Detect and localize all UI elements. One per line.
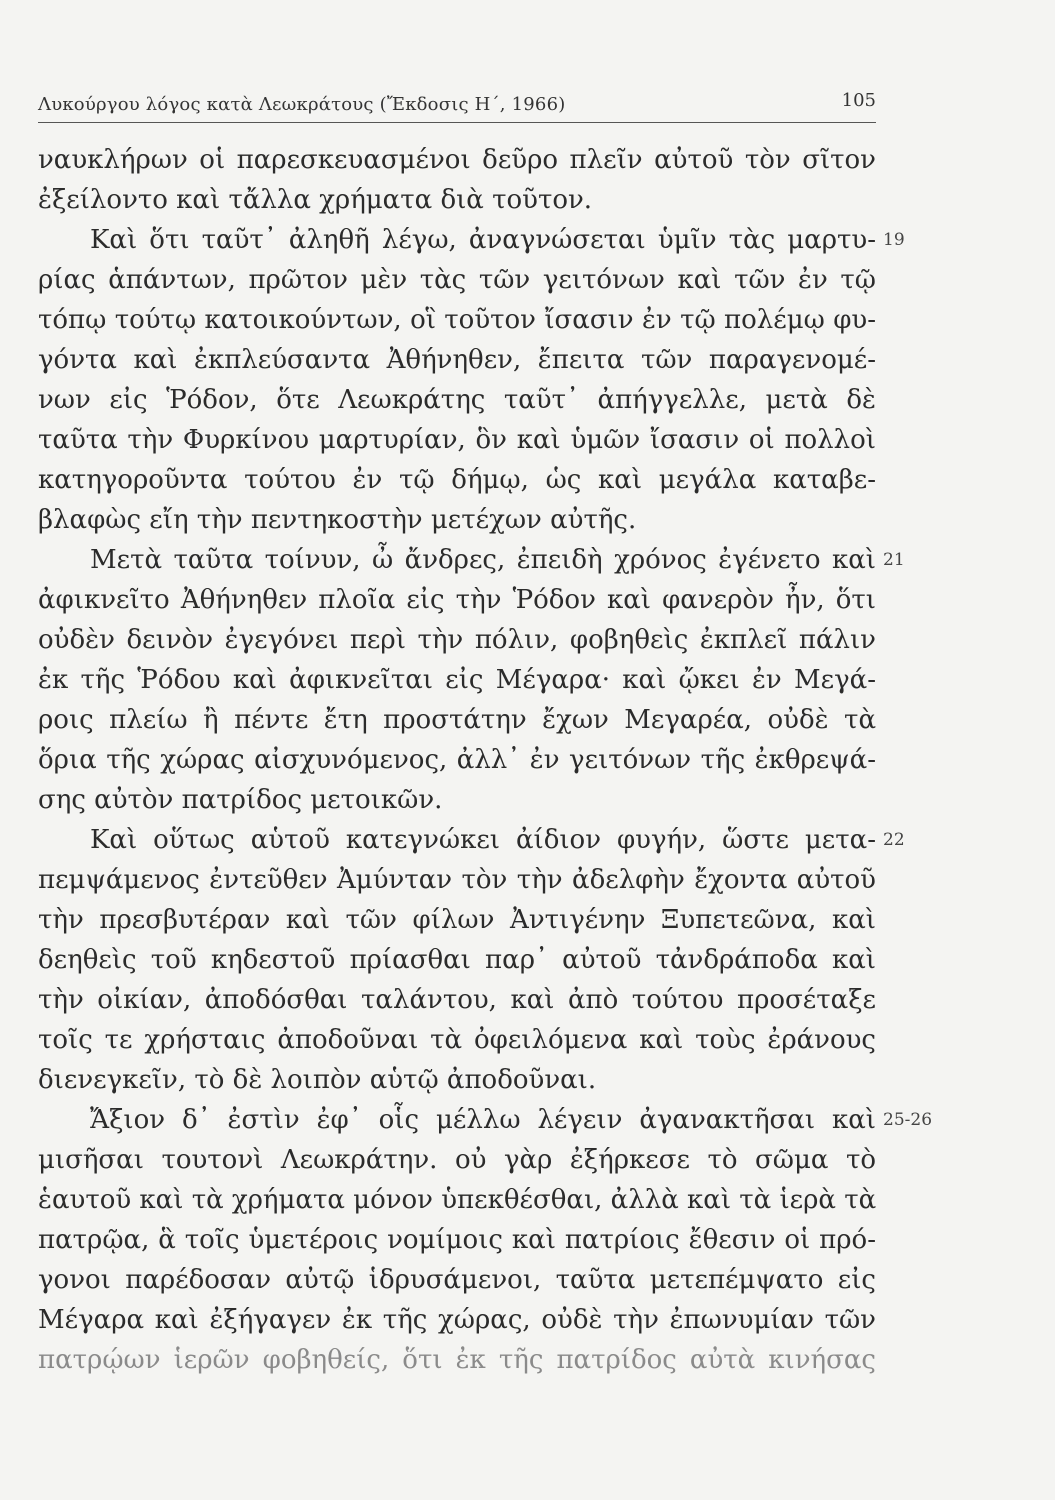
text-line: τοῖς τε χρήσταις ἀποδοῦναι τὰ ὀφειλόμενα καὶ τοὺς ἐράνους bbox=[38, 1025, 876, 1055]
text-line: Καὶ οὕτως αὑτοῦ κατεγνώκει ἀίδιον φυγήν, ὥστε μετα- 22 bbox=[38, 820, 876, 860]
body-text bbox=[38, 140, 933, 1380]
page-header bbox=[38, 90, 876, 122]
section-number: 21 bbox=[883, 550, 905, 570]
header-rule bbox=[38, 122, 876, 123]
text-line: Ἄξιον δ᾽ ἐστὶν ἐφ᾽ οἷς μέλλω λέγειν ἀγανακτῆσαι καὶ 25-26 bbox=[38, 1100, 876, 1140]
text-line: δεηθεὶς τοῦ κηδεστοῦ πρίασθαι παρ᾽ αὐτοῦ τἀνδράποδα καὶ bbox=[38, 945, 876, 975]
page-number: 105 bbox=[841, 90, 876, 111]
text-line: νων εἰς Ῥόδον, ὅτε Λεωκράτης ταῦτ᾽ ἀπήγγελλε, μετὰ δὲ bbox=[38, 385, 876, 415]
text-line: ἐκ τῆς Ῥόδου καὶ ἀφικνεῖται εἰς Μέγαρα· καὶ ᾤκει ἐν Μεγά- bbox=[38, 665, 876, 695]
text-line: πεμψάμενος ἐντεῦθεν Ἀμύνταν τὸν τὴν ἀδελφὴν ἔχοντα αὐτοῦ bbox=[38, 865, 876, 895]
text-line: ἑαυτοῦ καὶ τὰ χρήματα μόνον ὑπεκθέσθαι, ἀλλὰ καὶ τὰ ἱερὰ τὰ bbox=[38, 1185, 877, 1215]
text-line: πατρῷα, ἃ τοῖς ὑμετέροις νομίμοις καὶ πατρίοις ἔθεσιν οἱ πρό- bbox=[38, 1225, 876, 1255]
text-line: τὴν οἰκίαν, ἀποδόσθαι ταλάντου, καὶ ἀπὸ τούτου προσέταξε bbox=[38, 985, 876, 1015]
text-line: Καὶ ὅτι ταῦτ᾽ ἀληθῆ λέγω, ἀναγνώσεται ὑμῖν τὰς μαρτυ- 19 bbox=[38, 220, 876, 260]
text-line: ἀφικνεῖτο Ἀθήνηθεν πλοῖα εἰς τὴν Ῥόδον καὶ φανερὸν ἦν, ὅτι bbox=[38, 585, 876, 615]
text-line: τόπῳ τούτῳ κατοικούντων, οἳ τοῦτον ἴσασιν ἐν τῷ πολέμῳ φυ- bbox=[38, 305, 876, 335]
text-line: ἐξείλοντο καὶ τἄλλα χρήματα διὰ τοῦτον. bbox=[38, 185, 593, 215]
text-line: γόντα καὶ ἐκπλεύσαντα Ἀθήνηθεν, ἔπειτα τῶν παραγενομέ- bbox=[38, 345, 876, 375]
text-line: μισῆσαι τουτονὶ Λεωκράτην. οὐ γὰρ ἐξήρκεσε τὸ σῶμα τὸ bbox=[38, 1145, 876, 1175]
section-number: 25-26 bbox=[883, 1110, 933, 1130]
text-line: κατηγοροῦντα τούτου ἐν τῷ δήμῳ, ὡς καὶ μεγάλα καταβε- bbox=[38, 465, 876, 495]
text-line: Μετὰ ταῦτα τοίνυν, ὦ ἄνδρες, ἐπειδὴ χρόνος ἐγένετο καὶ 21 bbox=[38, 540, 876, 580]
text-line: σης αὐτὸν πατρίδος μετοικῶν. bbox=[38, 785, 443, 815]
section-number: 22 bbox=[883, 830, 905, 850]
text-line: ρίας ἁπάντων, πρῶτον μὲν τὰς τῶν γειτόνων καὶ τῶν ἐν τῷ bbox=[38, 265, 876, 295]
section-number: 19 bbox=[883, 230, 905, 250]
text-line: γονοι παρέδοσαν αὐτῷ ἱδρυσάμενοι, ταῦτα μετεπέμψατο εἰς bbox=[38, 1265, 876, 1295]
text-line: ὅρια τῆς χώρας αἰσχυνόμενος, ἀλλ᾽ ἐν γειτόνων τῆς ἐκθρεψά- bbox=[38, 745, 876, 775]
text-line: πατρῴων ἱερῶν φοβηθείς, ὅτι ἐκ τῆς πατρίδος αὐτὰ κινήσας bbox=[38, 1345, 876, 1375]
text-line: ροις πλείω ἢ πέντε ἔτη προστάτην ἔχων Μεγαρέα, οὐδὲ τὰ bbox=[38, 705, 876, 735]
text-line: Μέγαρα καὶ ἐξήγαγεν ἐκ τῆς χώρας, οὐδὲ τὴν ἐπωνυμίαν τῶν bbox=[38, 1305, 876, 1335]
text-line: τὴν πρεσβυτέραν καὶ τῶν φίλων Ἀντιγένην Ξυπετεῶνα, καὶ bbox=[38, 905, 876, 935]
text-line: ναυκλήρων οἱ παρεσκευασμένοι δεῦρο πλεῖν αὐτοῦ τὸν σῖτον bbox=[38, 145, 876, 175]
running-title: Λυκούργου λόγος κατὰ Λεωκράτους (Ἔκδοσις Η΄, 1966) bbox=[38, 94, 566, 115]
text-line: ταῦτα τὴν Φυρκίνου μαρτυρίαν, ὃν καὶ ὑμῶν ἴσασιν οἱ πολλοὶ bbox=[38, 425, 876, 455]
text-line: οὐδὲν δεινὸν ἐγεγόνει περὶ τὴν πόλιν, φοβηθεὶς ἐκπλεῖ πάλιν bbox=[38, 625, 876, 655]
text-line: βλαφὼς εἴη τὴν πεντηκοστὴν μετέχων αὐτῆς. bbox=[38, 505, 637, 535]
text-line: διενεγκεῖν, τὸ δὲ λοιπὸν αὑτῷ ἀποδοῦναι. bbox=[38, 1065, 597, 1095]
